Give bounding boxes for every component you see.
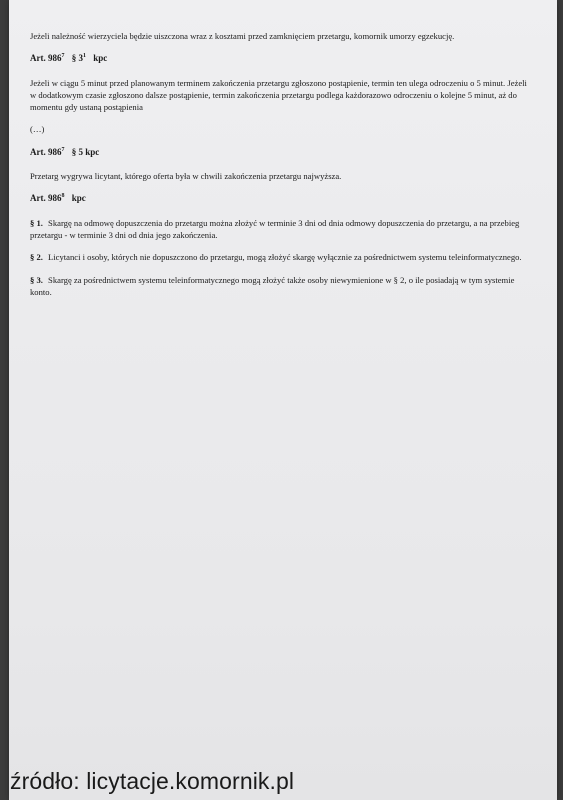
ellipsis: (…) bbox=[30, 124, 45, 135]
section-paragraph bbox=[30, 274, 535, 299]
article-text: Przetarg wygrywa licytant, którego oferta była w chwili zakończenia przetargu najwyższa. bbox=[30, 171, 342, 182]
article-text: Jeżeli w ciągu 5 minut przed planowanym terminem zakończenia przetargu zgłoszono postąpienie, termin ten ulega odroczeniu o 5 minut. Jeżeli w dodatkowym czasie zgłoszono dalsze postąpienie, termin zakończenia przetargu podlega każdorazowo odroczeniu o kolejne 5 minut, aż do momentu gdy ustaną postąpienia bbox=[30, 77, 527, 113]
section-paragraph bbox=[30, 251, 535, 263]
paragraph-number: § 3 bbox=[71, 53, 83, 64]
document-body bbox=[30, 30, 535, 308]
section-mark: § 3. bbox=[30, 274, 43, 285]
article-number: Art. 986 bbox=[30, 193, 62, 204]
article-superscript: 7 bbox=[61, 146, 65, 153]
section-mark: § 2. bbox=[30, 252, 43, 263]
document-page bbox=[9, 0, 557, 800]
section-mark: § 1. bbox=[30, 217, 43, 228]
article-number: Art. 986 bbox=[30, 146, 62, 157]
code-abbrev: kpc bbox=[93, 53, 108, 64]
article-superscript: 7 bbox=[61, 53, 65, 60]
article-heading-986-8 bbox=[30, 192, 535, 204]
code-abbrev: kpc bbox=[71, 193, 86, 204]
article-superscript: 8 bbox=[61, 193, 65, 200]
section-text: Licytanci i osoby, których nie dopuszczono do przetargu, mogą złożyć skargę wyłącznie za pośrednictwem systemu teleinformatycznego. bbox=[48, 252, 522, 263]
article-number: Art. 986 bbox=[30, 53, 62, 64]
section-text: Skargę za pośrednictwem systemu teleinformatycznego mogą złożyć także osoby niewymienione w § 2, o ile posiadają w tym systemie konto. bbox=[30, 274, 515, 297]
code-abbrev: kpc bbox=[85, 146, 100, 157]
paragraph-number: § 5 bbox=[71, 146, 83, 157]
section-text: Skargę na odmowę dopuszczenia do przetargu można złożyć w terminie 3 dni od dnia odmowy dopuszczenia do przetargu, a na przebieg przetargu - w terminie 3 dni od dnia jego zakończenia. bbox=[30, 217, 520, 240]
section-paragraph bbox=[30, 217, 535, 242]
paragraph-superscript: 1 bbox=[83, 53, 86, 60]
intro-paragraph: Jeżeli należność wierzyciela będzie uiszczona wraz z kosztami przed zamknięciem przetargu, komornik umorzy egzekucję. bbox=[30, 31, 455, 41]
article-heading-986-7-para-5 bbox=[30, 146, 535, 158]
article-heading-986-7-para-3-1 bbox=[30, 52, 535, 64]
source-caption: źródło: licytacje.komornik.pl bbox=[10, 768, 295, 794]
